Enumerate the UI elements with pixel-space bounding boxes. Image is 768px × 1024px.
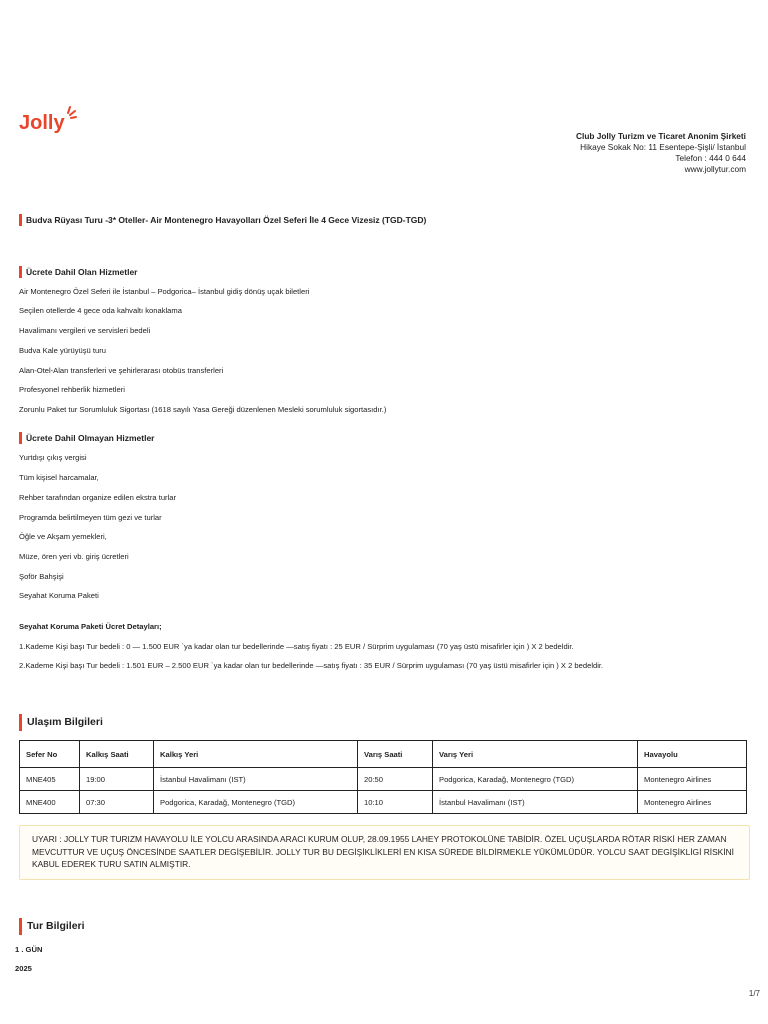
day-label: 1 . GÜN — [15, 945, 43, 954]
excluded-item: Programda belirtilmeyen tüm gezi ve turlar — [19, 513, 162, 522]
table-row — [20, 791, 747, 814]
included-item: Zorunlu Paket tur Sorumluluk Sigortası (1618 sayılı Yasa Gereği düzenlenen Mesleki sorumluluk sigortasıdır.) — [19, 405, 387, 414]
column-header: Havayolu — [638, 741, 747, 768]
table-row — [20, 768, 747, 791]
company-phone: Telefon : 444 0 644 — [675, 153, 746, 163]
flight-warning-box: UYARI : JOLLY TUR TURIZM HAVAYOLU İLE YOLCU ARASINDA ARACI KURUM OLUP, 28.09.1955 LAHEY PROTOKOLÜNE TABİDİR. ÖZEL UÇUŞLARDA RÖTAR RİSKİ HER ZAMAN MEVCUTTUR VE UÇUŞ ÖNCESİNDE SAATLER DEGİŞEBİLİR. JOLLY TUR BU DEGİŞİKLİKLERİ EN KISA SÜREDE BİLDİRMEKLE YÜKÜMLÜDÜR. YOLCU SAAT DEGİŞİKLİGİ RİSKİNİ KABUL EDEREK TURU SATIN ALMIŞTIR. — [19, 825, 750, 880]
tour-info-heading: Tur Bilgileri — [19, 918, 85, 935]
included-item: Air Montenegro Özel Seferi ile İstanbul – Podgorica– İstanbul gidiş dönüş uçak biletleri — [19, 287, 310, 296]
table-cell: Podgorica, Karadağ, Montenegro (TGD) — [433, 768, 638, 791]
column-header: Varış Yeri — [433, 741, 638, 768]
insurance-line: 2.Kademe Kişi başı Tur bedeli : 1.501 EUR – 2.500 EUR `ya kadar olan tur bedellerinde —satış fiyatı : 35 EUR / Sürprim uygulaması (70 yaş üstü misafirler için ) X 2 bedeldir. — [19, 661, 604, 670]
table-cell: MNE400 — [20, 791, 80, 814]
column-header: Varış Saati — [358, 741, 433, 768]
tour-title: Budva Rüyası Turu -3* Oteller- Air Montenegro Havayolları Özel Seferi İle 4 Gece Vizesiz (TGD-TGD) — [19, 214, 426, 226]
excluded-item: Yurtdışı çıkış vergisi — [19, 453, 87, 462]
table-cell: Podgorica, Karadağ, Montenegro (TGD) — [154, 791, 358, 814]
table-cell: Montenegro Airlines — [638, 791, 747, 814]
transport-heading: Ulaşım Bilgileri — [19, 714, 103, 731]
column-header: Kalkış Saati — [80, 741, 154, 768]
table-cell: 07:30 — [80, 791, 154, 814]
table-cell: 10:10 — [358, 791, 433, 814]
table-cell: MNE405 — [20, 768, 80, 791]
insurance-line: 1.Kademe Kişi başı Tur bedeli : 0 — 1.500 EUR `ya kadar olan tur bedellerinde —satış fiyatı : 25 EUR / Sürprim uygulaması (70 yaş üstü misafirler için ) X 2 bedeldir. — [19, 642, 574, 651]
table-cell: Montenegro Airlines — [638, 768, 747, 791]
page-indicator: 1/7 — [748, 989, 760, 998]
excluded-item: Müze, ören yeri vb. giriş ücretleri — [19, 552, 129, 561]
included-item: Alan-Otel-Alan transferleri ve şehirlerarası otobüs transferleri — [19, 366, 224, 375]
column-header: Kalkış Yeri — [154, 741, 358, 768]
table-header-row — [20, 741, 747, 768]
logo-text: Jolly — [19, 112, 65, 134]
year-label: 2025 — [15, 964, 32, 973]
table-cell: 19:00 — [80, 768, 154, 791]
company-info — [576, 131, 746, 175]
logo-spark-icon — [68, 107, 76, 118]
included-item: Budva Kale yürüyüşü turu — [19, 346, 106, 355]
excluded-item: Öğle ve Akşam yemekleri, — [19, 532, 107, 541]
excluded-item: Şoför Bahşişi — [19, 572, 64, 581]
excluded-item: Tüm kişisel harcamalar, — [19, 473, 99, 482]
company-name: Club Jolly Turizm ve Ticaret Anonim Şirketi — [576, 131, 746, 141]
company-address: Hikaye Sokak No: 11 Esentepe-Şişli/ İstanbul — [580, 142, 746, 152]
insurance-heading: Seyahat Koruma Paketi Ücret Detayları; — [19, 622, 162, 631]
company-website: www.jollytur.com — [684, 164, 746, 174]
excluded-item: Seyahat Koruma Paketi — [19, 591, 99, 600]
jolly-logo — [19, 104, 79, 136]
flights-table — [19, 740, 747, 814]
included-item: Havalimanı vergileri ve servisleri bedeli — [19, 326, 151, 335]
excluded-services-heading: Ücrete Dahil Olmayan Hizmetler — [19, 432, 155, 444]
included-services-heading: Ücrete Dahil Olan Hizmetler — [19, 266, 137, 278]
included-item: Seçilen otellerde 4 gece oda kahvaltı konaklama — [19, 306, 182, 315]
excluded-item: Rehber tarafından organize edilen ekstra turlar — [19, 493, 177, 502]
table-cell: İstanbul Havalimanı (IST) — [154, 768, 358, 791]
table-cell: İstanbul Havalimanı (IST) — [433, 791, 638, 814]
table-cell: 20:50 — [358, 768, 433, 791]
included-item: Profesyonel rehberlik hizmetleri — [19, 385, 125, 394]
column-header: Sefer No — [20, 741, 80, 768]
